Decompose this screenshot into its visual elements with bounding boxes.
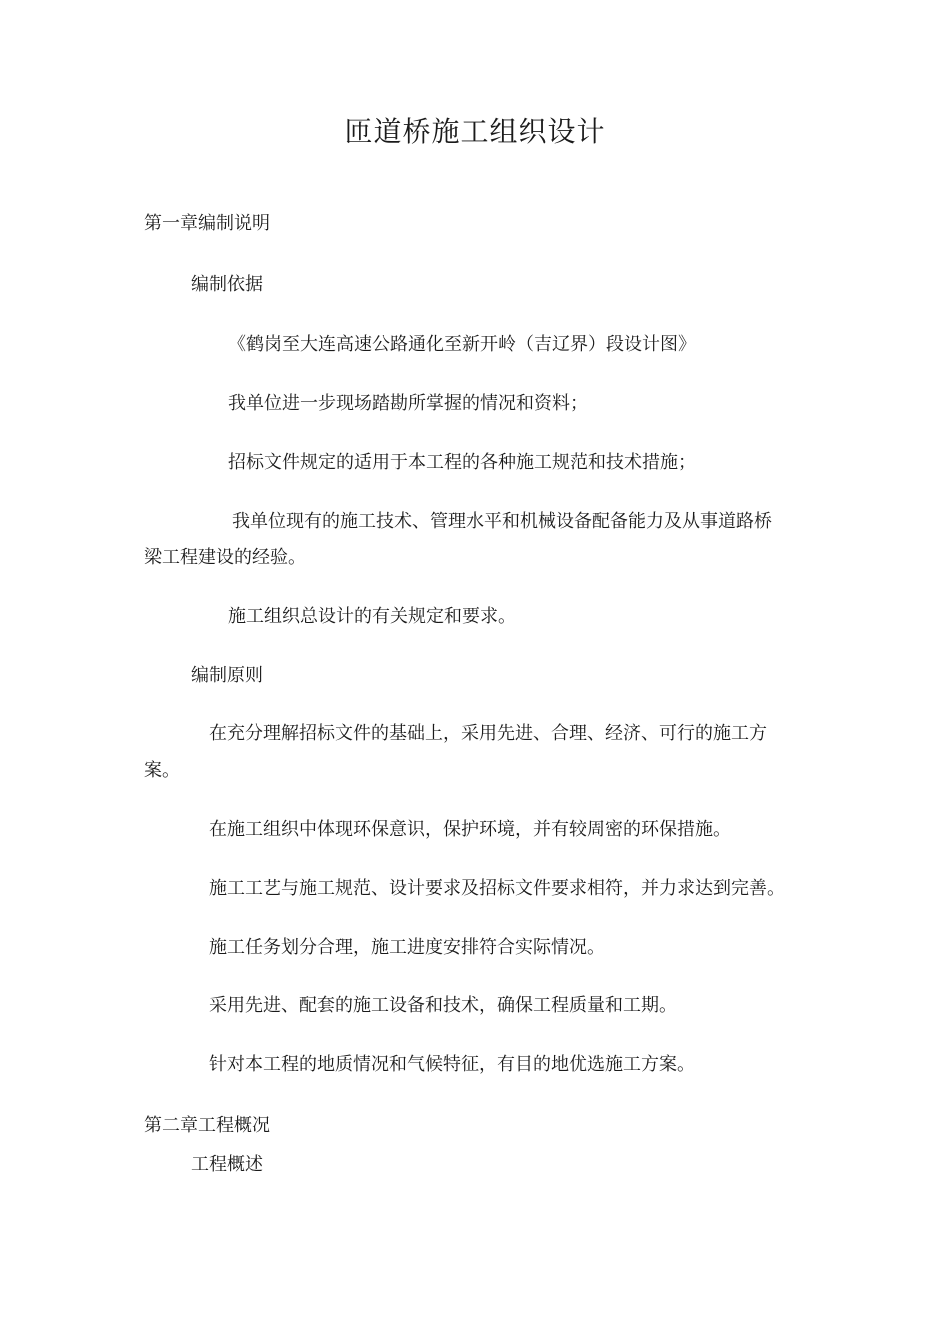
basis-item: 招标文件规定的适用于本工程的各种施工规范和技术措施； (228, 452, 696, 473)
principle-item: 在充分理解招标文件的基础上，采用先进、合理、经济、可行的施工方 (209, 723, 767, 744)
basis-item: 我单位现有的施工技术、管理水平和机械设备配备能力及从事道路桥 (232, 511, 772, 532)
basis-item-continuation: 梁工程建设的经验。 (144, 547, 306, 568)
chapter-heading: 第二章工程概况 (144, 1115, 270, 1136)
chapter-heading: 第一章编制说明 (144, 213, 270, 234)
principle-item: 施工任务划分合理，施工进度安排符合实际情况。 (209, 937, 605, 958)
principle-item: 采用先进、配套的施工设备和技术，确保工程质量和工期。 (209, 995, 677, 1016)
basis-item: 施工组织总设计的有关规定和要求。 (228, 606, 516, 627)
section-heading: 工程概述 (191, 1154, 263, 1175)
principle-item: 在施工组织中体现环保意识，保护环境，并有较周密的环保措施。 (209, 819, 731, 840)
principle-item: 针对本工程的地质情况和气候特征，有目的地优选施工方案。 (209, 1054, 695, 1075)
basis-item: 我单位进一步现场踏勘所掌握的情况和资料； (228, 393, 588, 414)
document-title: 匝道桥施工组织设计 (344, 115, 606, 148)
principle-item-continuation: 案。 (144, 760, 180, 781)
principle-item: 施工工艺与施工规范、设计要求及招标文件要求相符，并力求达到完善。 (209, 878, 785, 899)
basis-item: 《鹤岗至大连高速公路通化至新开岭（吉辽界）段设计图》 (228, 334, 696, 355)
section-heading: 编制依据 (191, 274, 263, 295)
section-heading: 编制原则 (191, 665, 263, 686)
